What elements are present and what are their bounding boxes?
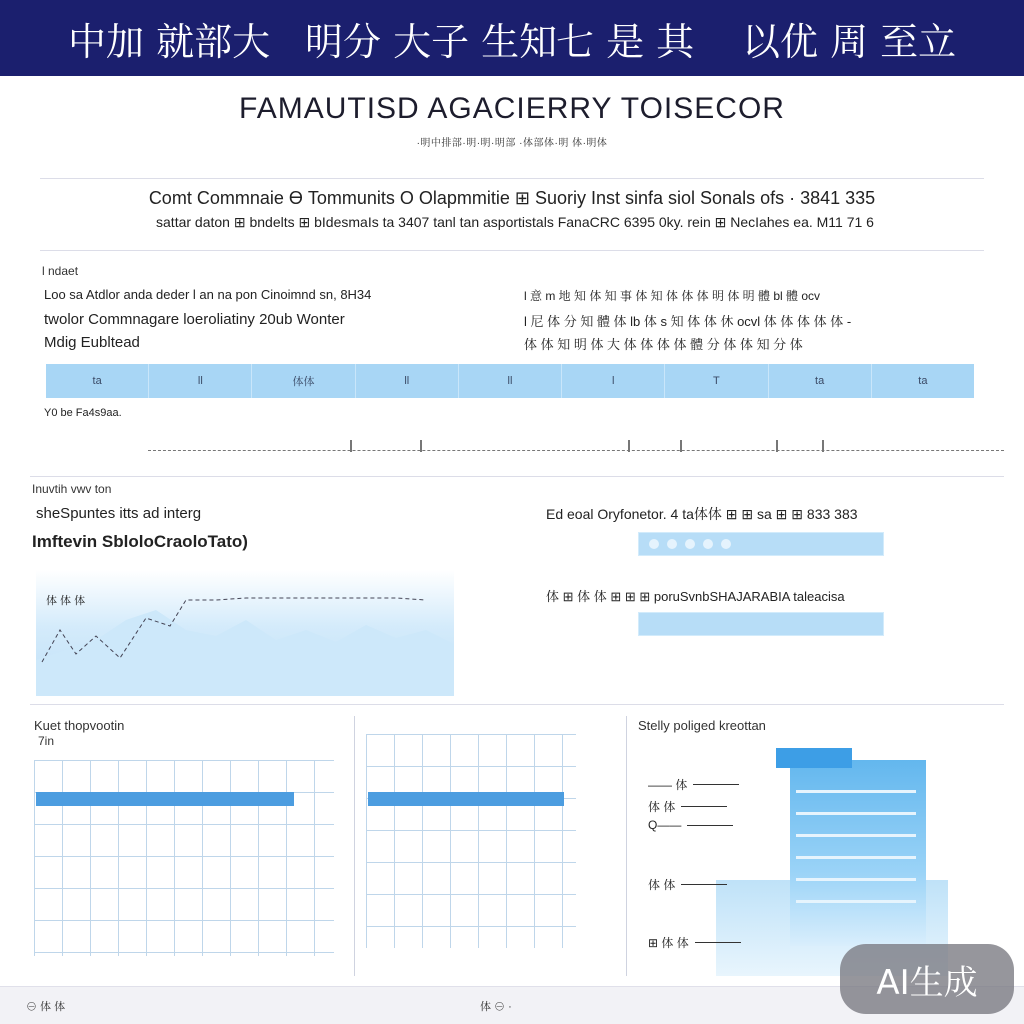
bar-dot — [721, 539, 731, 549]
list-item: Loo sa Atdlor anda deder l an na pon Cinoimnd sn, 8H34 — [44, 287, 372, 302]
bar-dot — [685, 539, 695, 549]
ribbon-segment: ll — [459, 364, 562, 398]
banner-text-3: 七 是 其 — [556, 19, 695, 64]
intro-line-1: Comt Commnaie Ө Tommunits O Olapmmitie ⊞ Suoriy Inst sinfa siol Sonals ofs · 3841 335 — [148, 188, 876, 208]
ribbon-segment: ta — [769, 364, 872, 398]
table-diagram — [366, 734, 576, 948]
row-stripe — [796, 790, 916, 793]
ribbon-segment: ta — [46, 364, 149, 398]
progress-bar — [638, 532, 884, 556]
footer-mid-text: 体 ⊖ · — [480, 1001, 512, 1013]
ai-generated-badge: AI生成 — [840, 944, 1014, 1014]
legend-item — [648, 876, 727, 893]
row-stripe — [796, 900, 916, 903]
list-item: Mdig Eubltead — [44, 334, 140, 351]
banner-text-2: 明分 大子 生知 — [305, 19, 558, 64]
section3-right-label: Stelly poliged kreottan — [638, 718, 766, 733]
divider — [40, 178, 984, 179]
row-stripe — [796, 812, 916, 815]
ribbon-segment: ll — [149, 364, 252, 398]
progress-bar — [638, 612, 884, 636]
section2-label: Inuvtih vwv ton — [32, 482, 112, 496]
section1-label: l ndaet — [42, 264, 79, 278]
row-stripe — [796, 834, 916, 837]
bar-dot — [667, 539, 677, 549]
line-sketch — [36, 570, 454, 696]
page-subtitle: ·明中排部·明·明·明部 ·体部体·明 体·明体 — [416, 138, 608, 149]
section2-right-title: Ed eoal Oryfonetor. 4 ta体体 ⊞ ⊞ sa ⊞ ⊞ 833 383 — [546, 506, 858, 522]
table-highlight — [368, 792, 564, 806]
ribbon-segment: ta — [918, 375, 928, 387]
banner-text-4: 以优 周 至立 — [742, 19, 957, 64]
legend-item — [648, 798, 727, 815]
section2-heading: Imftevin SbloloCraoloTato) — [32, 532, 248, 551]
dashed-track — [148, 450, 1004, 451]
grid-highlight — [36, 792, 294, 806]
track-label: Y0 be Fa4s9aa. — [44, 407, 122, 419]
track-tick — [628, 440, 630, 452]
grid-diagram — [34, 760, 334, 956]
track-tick — [420, 440, 422, 452]
legend-item — [648, 818, 733, 832]
timeline-ribbon — [46, 364, 974, 398]
page-title: FAMAUTISD AGACIERRY TOISECOR — [239, 92, 785, 125]
document-tab — [776, 748, 852, 768]
banner-text-1: 中加 就部大 — [68, 19, 271, 64]
legend-label: 体 体 — [648, 800, 676, 814]
top-banner — [0, 0, 1024, 76]
track-tick — [680, 440, 682, 452]
document-stack — [790, 760, 926, 946]
row-stripe — [796, 878, 916, 881]
bar-dot — [649, 539, 659, 549]
legend-label: 体 体 — [648, 878, 676, 892]
intro-line-2: sattar daton ⊞ bndelts ⊞ bIdesmaIs ta 3407 tanl tan asportistals FanaCRC 6395 0ky. rein ⊞ NecIahes ea. M11 71 6 — [156, 214, 874, 230]
footer-left-text: ⊖ 体 体 — [26, 1001, 66, 1013]
section2-heading: sheSpuntes itts ad interg — [36, 505, 202, 522]
bar-dot — [703, 539, 713, 549]
list-item: 体 体 知 明 体 大 体 体 体 体 體 分 体 体 知 分 体 — [524, 337, 803, 352]
track-tick — [350, 440, 352, 452]
section3-left-label: Kuet thopvootin — [34, 718, 125, 733]
ribbon-segment: l — [562, 364, 665, 398]
list-item: l 意 m 地 知 体 知 事 体 知 体 体 体 明 体 明 體 bl 體 ocv — [524, 289, 821, 303]
legend-item — [648, 934, 741, 951]
ribbon-segment: T — [665, 364, 768, 398]
ribbon-segment: ll — [356, 364, 459, 398]
section2-right-sub: 体 ⊞ 体 体 ⊞ ⊞ ⊞ poruSvnbSHAJARABIA taleacisa — [546, 589, 845, 604]
track-tick — [776, 440, 778, 452]
legend-item — [648, 776, 739, 793]
legend-label: ⊞ 体 体 — [648, 936, 689, 950]
chart-caption: 体 体 体 — [46, 595, 86, 607]
divider — [30, 704, 1004, 705]
legend-label: Q—— — [648, 818, 682, 832]
track-tick — [822, 440, 824, 452]
divider — [40, 250, 984, 251]
list-item: twolor Commnagare loeroliatiny 20ub Wonter — [44, 311, 345, 328]
divider — [30, 476, 1004, 477]
column-divider — [626, 716, 627, 976]
section3-left-sub: 7in — [38, 734, 55, 748]
row-stripe — [796, 856, 916, 859]
column-divider — [354, 716, 355, 976]
ribbon-segment: 体体 — [252, 364, 355, 398]
legend-label: —— 体 — [648, 778, 688, 792]
landscape-chart-image — [36, 570, 454, 696]
list-item: l 尼 体 分 知 體 体 lb 体 s 知 体 体 休 ocvl 体 体 体 体 体 - — [524, 314, 852, 329]
